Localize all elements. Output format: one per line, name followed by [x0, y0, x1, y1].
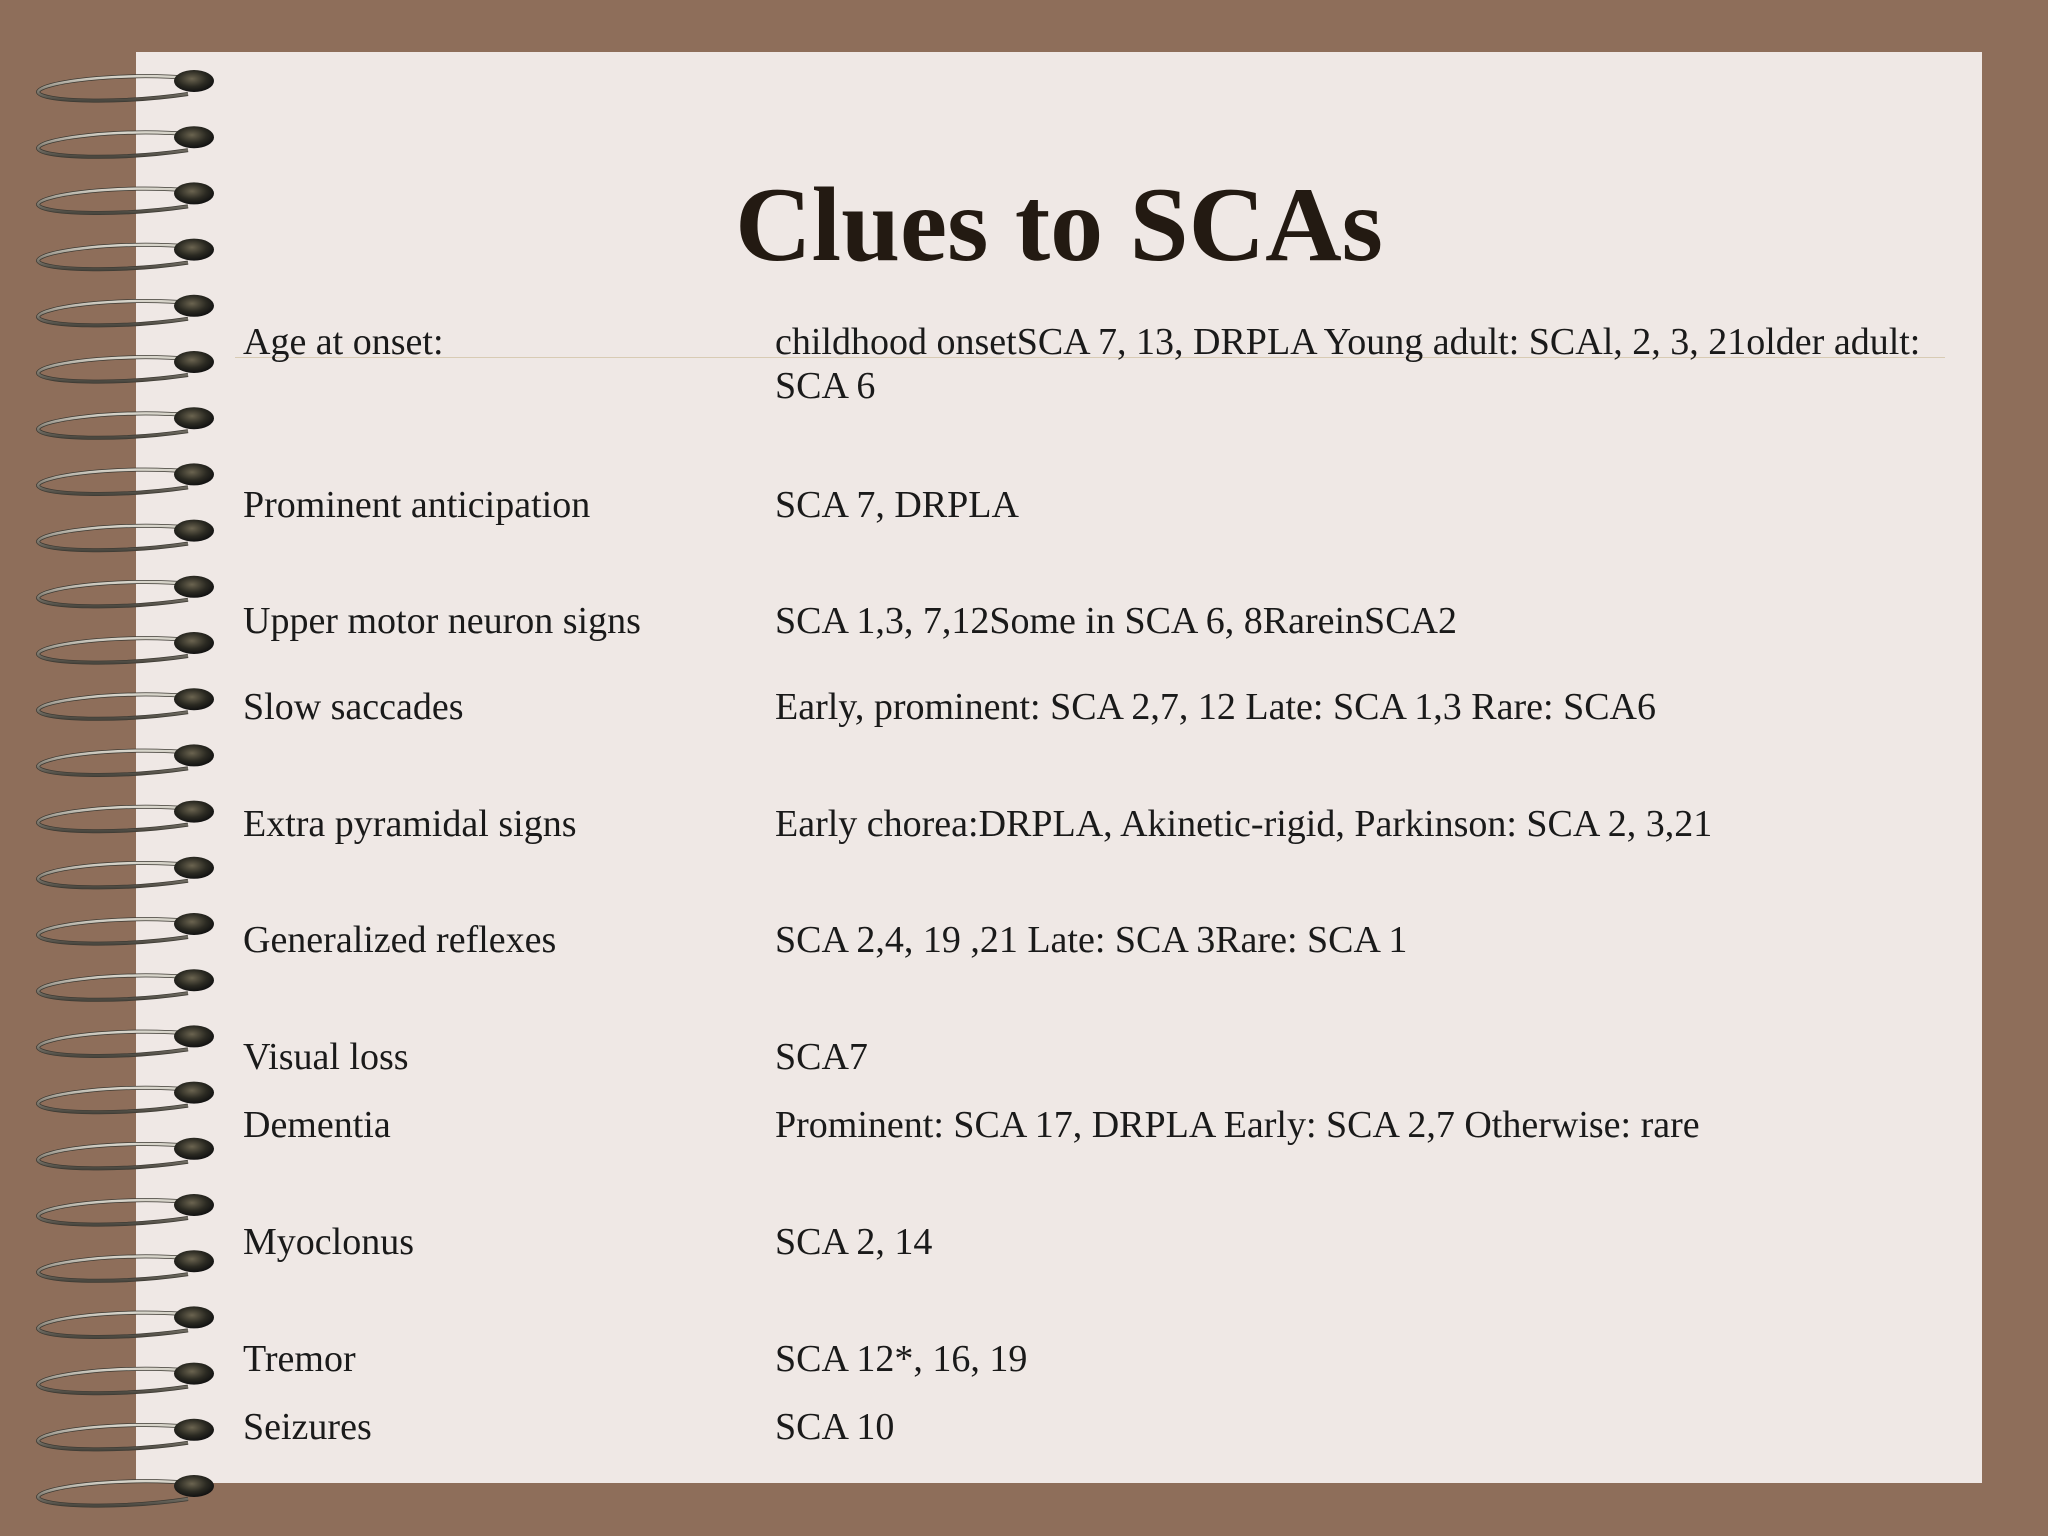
spiral-ring-icon: [38, 1082, 214, 1113]
spiral-ring-icon: [38, 801, 214, 832]
spiral-ring-icon: [38, 1138, 214, 1169]
row-label: Dementia: [243, 1104, 391, 1146]
row-label: Prominent anticipation: [243, 484, 591, 526]
spiral-ring-icon: [38, 463, 214, 494]
slide-title: Clues to SCAs: [735, 166, 1383, 283]
row-value: Early chorea:DRPLA, Akinetic-rigid, Parkinson: SCA 2, 3,21: [775, 803, 1713, 845]
spiral-ring-icon: [38, 520, 214, 551]
row-value: SCA 12*, 16, 19: [775, 1338, 1028, 1380]
spiral-ring-icon: [38, 70, 214, 101]
spiral-ring-icon: [38, 295, 214, 326]
row-label: Slow saccades: [243, 686, 464, 728]
row-label: Extra pyramidal signs: [243, 803, 577, 845]
spiral-ring-icon: [38, 688, 214, 719]
spiral-ring-icon: [38, 1475, 214, 1506]
spiral-ring-icon: [38, 632, 214, 663]
row-label: Seizures: [243, 1406, 372, 1448]
row-value: Prominent: SCA 17, DRPLA Early: SCA 2,7 Otherwise: rare: [775, 1104, 1700, 1146]
row-label: Myoclonus: [243, 1221, 414, 1263]
row-value: SCA 7, DRPLA: [775, 484, 1019, 526]
row-value: childhood onsetSCA 7, 13, DRPLA Young adult: SCAl, 2, 3, 21older adult: SCA 6: [775, 321, 1921, 407]
spiral-ring-icon: [38, 1419, 214, 1450]
row-value: SCA 2,4, 19 ,21 Late: SCA 3Rare: SCA 1: [775, 919, 1408, 961]
spiral-ring-icon: [38, 407, 214, 438]
row-label: Age at onset:: [243, 321, 444, 363]
row-value: SCA 1,3, 7,12Some in SCA 6, 8RareinSCA2: [775, 600, 1457, 642]
row-label: Visual loss: [243, 1036, 409, 1078]
row-label: Tremor: [243, 1338, 356, 1380]
row-value: SCA7: [775, 1036, 868, 1078]
row-label: Generalized reflexes: [243, 919, 557, 961]
spiral-ring-icon: [38, 1025, 214, 1056]
spiral-ring-icon: [38, 1250, 214, 1281]
spiral-ring-icon: [38, 1194, 214, 1225]
spiral-ring-icon: [38, 1306, 214, 1337]
row-value: Early, prominent: SCA 2,7, 12 Late: SCA 1,3 Rare: SCA6: [775, 686, 1656, 728]
spiral-ring-icon: [38, 913, 214, 944]
spiral-ring-icon: [38, 857, 214, 888]
spiral-ring-icon: [38, 1363, 214, 1394]
spiral-ring-icon: [38, 351, 214, 382]
spiral-ring-icon: [38, 969, 214, 1000]
spiral-ring-icon: [38, 126, 214, 157]
row-value: SCA 2, 14: [775, 1221, 933, 1263]
row-value: SCA 10: [775, 1406, 895, 1448]
spiral-ring-icon: [38, 744, 214, 775]
row-label: Upper motor neuron signs: [243, 600, 641, 642]
spiral-ring-icon: [38, 576, 214, 607]
